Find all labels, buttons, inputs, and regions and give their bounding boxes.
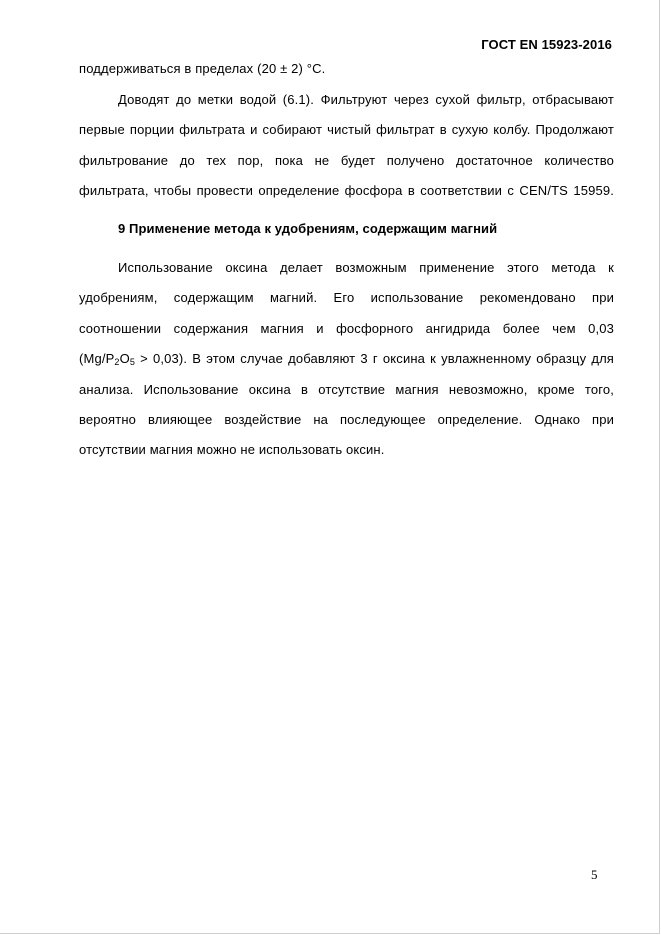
text-line: фильтрование до тех пор, пока не будет получено достаточное количество: [79, 152, 614, 168]
text-line: вероятно влияющее воздействие на последующее определение. Однако при: [79, 412, 614, 428]
text-line: Использование оксина делает возможным применение этого метода к: [118, 260, 614, 275]
document-header: ГОСТ EN 15923-2016: [481, 37, 612, 52]
text-line: анализа. Использование оксина в отсутствие магния невозможно, кроме того,: [79, 381, 614, 397]
formula-open: (Mg/P: [79, 351, 115, 367]
page-number: 5: [591, 867, 598, 882]
text-line: соотношении содержания магния и фосфорного ангидрида более чем 0,03: [79, 320, 614, 336]
text-line: удобрениям, содержащим магний. Его использование рекомендовано при: [79, 290, 614, 306]
formula-subscript: 5: [129, 357, 135, 368]
formula-rest: > 0,03). В этом случае добавляют 3 г оксина к увлажненному образцу для: [135, 351, 614, 367]
text-line: первые порции фильтрата и собирают чистый фильтрат в сухую колбу. Продолжают: [79, 122, 614, 138]
paragraph-filtration: [79, 85, 614, 207]
text-line: фильтрата, чтобы провести определение фосфора в соответствии с CEN/TS 15959.: [79, 183, 614, 199]
text-line: поддерживаться в пределах (20 ± 2) °С.: [79, 61, 326, 76]
formula-subscript: 2: [114, 357, 120, 368]
text-line: отсутствии магния можно не использовать оксин.: [79, 442, 385, 458]
paragraph-continuation: [79, 54, 614, 84]
text-line: Доводят до метки водой (6.1). Фильтруют через сухой фильтр, отбрасывают: [118, 92, 614, 107]
section-heading: 9 Применение метода к удобрениям, содержащим магний: [118, 221, 498, 236]
formula-oxygen: O: [119, 351, 130, 367]
formula-line: [79, 344, 614, 374]
paragraph-oxine: [79, 253, 614, 466]
